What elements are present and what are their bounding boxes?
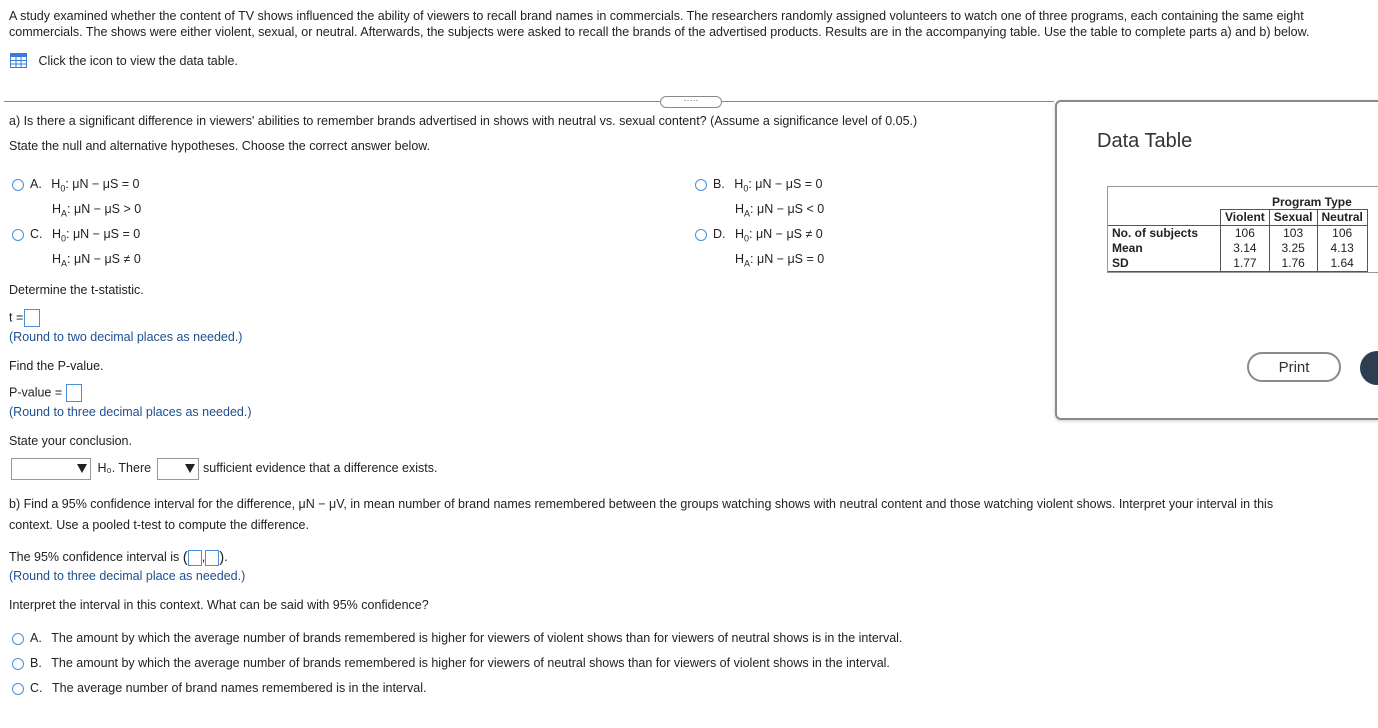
t-prompt: Determine the t-statistic. xyxy=(9,283,144,297)
h0-a-expr: μN − μS = 0 xyxy=(72,177,140,191)
part-a-instruction: State the null and alternative hypotheses. Choose the correct answer below. xyxy=(9,139,431,153)
t-input[interactable] xyxy=(24,309,40,327)
done-button[interactable] xyxy=(1360,351,1378,385)
ci-round-note: (Round to three decimal place as needed.) xyxy=(9,569,246,583)
data-table xyxy=(1107,186,1378,273)
cell: 1.77 xyxy=(1221,256,1270,272)
p-label: P-value = xyxy=(9,385,63,400)
option-letter: A. xyxy=(30,631,42,645)
col-header: Violent xyxy=(1221,210,1270,226)
evidence-select[interactable] xyxy=(157,458,199,480)
ha-a-expr: μN − μS > 0 xyxy=(74,201,142,216)
table-icon[interactable] xyxy=(10,53,27,68)
option-a[interactable] xyxy=(12,174,141,223)
cell: 106 xyxy=(1221,226,1270,242)
conclusion-prompt: State your conclusion. xyxy=(9,434,132,448)
chevron-down-icon xyxy=(77,464,87,473)
conclusion-h0: H₀. There xyxy=(97,461,152,476)
ci-open-paren: ( xyxy=(182,549,188,566)
t-label: t = xyxy=(9,310,24,325)
option-d[interactable] xyxy=(695,224,824,273)
interp-option-a[interactable] xyxy=(12,631,902,645)
option-b[interactable] xyxy=(695,174,824,223)
group-header: Program Type xyxy=(1272,195,1352,209)
col-header: Neutral xyxy=(1317,210,1367,226)
h0-d-expr: μN − μS ≠ 0 xyxy=(755,227,823,241)
radio-c[interactable] xyxy=(12,229,24,241)
header-row xyxy=(1108,210,1367,226)
ci-upper-input[interactable] xyxy=(205,550,219,566)
option-letter: C. xyxy=(30,227,43,241)
interp-option-c-text: The average number of brand names remembered is in the interval. xyxy=(51,681,427,695)
ci-comma: , xyxy=(201,549,206,564)
interpret-prompt: Interpret the interval in this context. What can be said with 95% confidence? xyxy=(9,598,429,612)
conclusion-end: sufficient evidence that a difference exists. xyxy=(203,461,438,476)
radio-a[interactable] xyxy=(12,179,24,191)
ci-close-paren: ) xyxy=(219,549,225,566)
t-row xyxy=(9,309,40,327)
cell: 106 xyxy=(1317,226,1367,242)
cell: 3.14 xyxy=(1221,241,1270,256)
divider xyxy=(4,101,1054,102)
option-letter: A. xyxy=(30,177,42,191)
ha-c: $H_A$: μN − μS ≠ 0 xyxy=(52,251,141,268)
h0-d: $H_0$: μN − μS ≠ 0 xyxy=(734,227,823,244)
ci-label: The 95% confidence interval is xyxy=(9,549,180,564)
radio-interp-a[interactable] xyxy=(12,633,24,645)
ha-b-expr: μN − μS < 0 xyxy=(757,201,825,216)
cell: 103 xyxy=(1269,226,1317,242)
row-label: SD xyxy=(1108,256,1221,272)
ha-c-expr: μN − μS ≠ 0 xyxy=(74,251,141,266)
interp-option-c[interactable] xyxy=(12,681,426,695)
p-row xyxy=(9,384,82,402)
interp-option-a-text: The amount by which the average number of brands remembered is higher for viewers of violent shows than for viewers of neutral shows is in the interval. xyxy=(51,631,903,645)
header-blank xyxy=(1108,210,1221,226)
part-b-question-line2: context. Use a pooled t-test to compute the difference. xyxy=(9,518,309,532)
h0-b: $H_0$: μN − μS = 0 xyxy=(734,177,823,194)
option-c[interactable] xyxy=(12,224,141,273)
option-letter: C. xyxy=(30,681,43,695)
stats-table xyxy=(1108,209,1368,272)
data-table-link[interactable] xyxy=(10,53,238,68)
radio-interp-b[interactable] xyxy=(12,658,24,670)
option-letter: B. xyxy=(30,656,42,670)
panel-title: Data Table xyxy=(1097,130,1193,152)
option-letter: D. xyxy=(713,227,726,241)
conclusion-row xyxy=(11,458,437,480)
table-row xyxy=(1108,226,1367,242)
ha-d-expr: μN − μS = 0 xyxy=(757,251,825,266)
part-a-question: a) Is there a significant difference in viewers' abilities to remember brands advertised in shows with neutral vs. sexual content? (Assume a significance level of 0.05.) xyxy=(9,114,918,128)
p-round-note: (Round to three decimal places as needed.) xyxy=(9,405,252,419)
row-label: Mean xyxy=(1112,241,1143,255)
h0-a: $H_0$: μN − μS = 0 xyxy=(51,177,140,194)
table-row xyxy=(1108,256,1367,272)
ci-lower-input[interactable] xyxy=(188,550,202,566)
cell: 3.25 xyxy=(1269,241,1317,256)
radio-interp-c[interactable] xyxy=(12,683,24,695)
cell: 1.64 xyxy=(1317,256,1367,272)
h0-c: $H_0$: μN − μS = 0 xyxy=(51,227,141,244)
h0-b-expr: μN − μS = 0 xyxy=(755,177,823,191)
intro-text: A study examined whether the content of TV shows influenced the ability of viewers to recall brand names in commercials. The researchers randomly assigned volunteers to watch one of three programs, each containing the same eight commercials. The shows were either violent, sexual, or neutral. Afterwards, the subjects were asked to recall the brands of the advertised products. Results are in the accompanying table. Use the table to complete parts a) and b) below. xyxy=(9,9,1310,39)
print-button[interactable]: Print xyxy=(1247,352,1341,382)
option-letter: B. xyxy=(713,177,725,191)
interp-option-b[interactable] xyxy=(12,656,890,670)
radio-b[interactable] xyxy=(695,179,707,191)
interp-option-b-text: The amount by which the average number of brands remembered is higher for viewers of neutral shows than for viewers of violent shows in the interval. xyxy=(51,656,890,670)
p-prompt: Find the P-value. xyxy=(9,359,104,373)
chevron-down-icon xyxy=(185,464,195,473)
cell: 4.13 xyxy=(1317,241,1367,256)
expand-button[interactable]: ····· xyxy=(660,96,722,108)
data-table-panel xyxy=(1055,100,1378,420)
reject-select[interactable] xyxy=(11,458,91,480)
col-header: Sexual xyxy=(1269,210,1317,226)
table-row xyxy=(1108,241,1367,256)
h0-c-expr: μN − μS = 0 xyxy=(72,227,141,241)
ci-row: The 95% confidence interval is ( , ). xyxy=(9,549,228,566)
row-label: No. of subjects xyxy=(1108,226,1221,242)
ha-a: $H_A$: μN − μS > 0 xyxy=(52,201,142,218)
part-b-question-line1: b) Find a 95% confidence interval for the difference, μN − μV, in mean number of brand names remembered between the groups watching shows with neutral content and those watching violent shows. Interpret your interval in this xyxy=(9,497,1274,511)
t-round-note: (Round to two decimal places as needed.) xyxy=(9,330,243,344)
p-value-input[interactable] xyxy=(66,384,82,402)
ha-d: $H_A$: μN − μS = 0 xyxy=(735,251,825,268)
ha-b: $H_A$: μN − μS < 0 xyxy=(735,201,825,218)
radio-d[interactable] xyxy=(695,229,707,241)
data-table-link-label[interactable]: Click the icon to view the data table. xyxy=(38,53,238,68)
cell: 1.76 xyxy=(1269,256,1317,272)
